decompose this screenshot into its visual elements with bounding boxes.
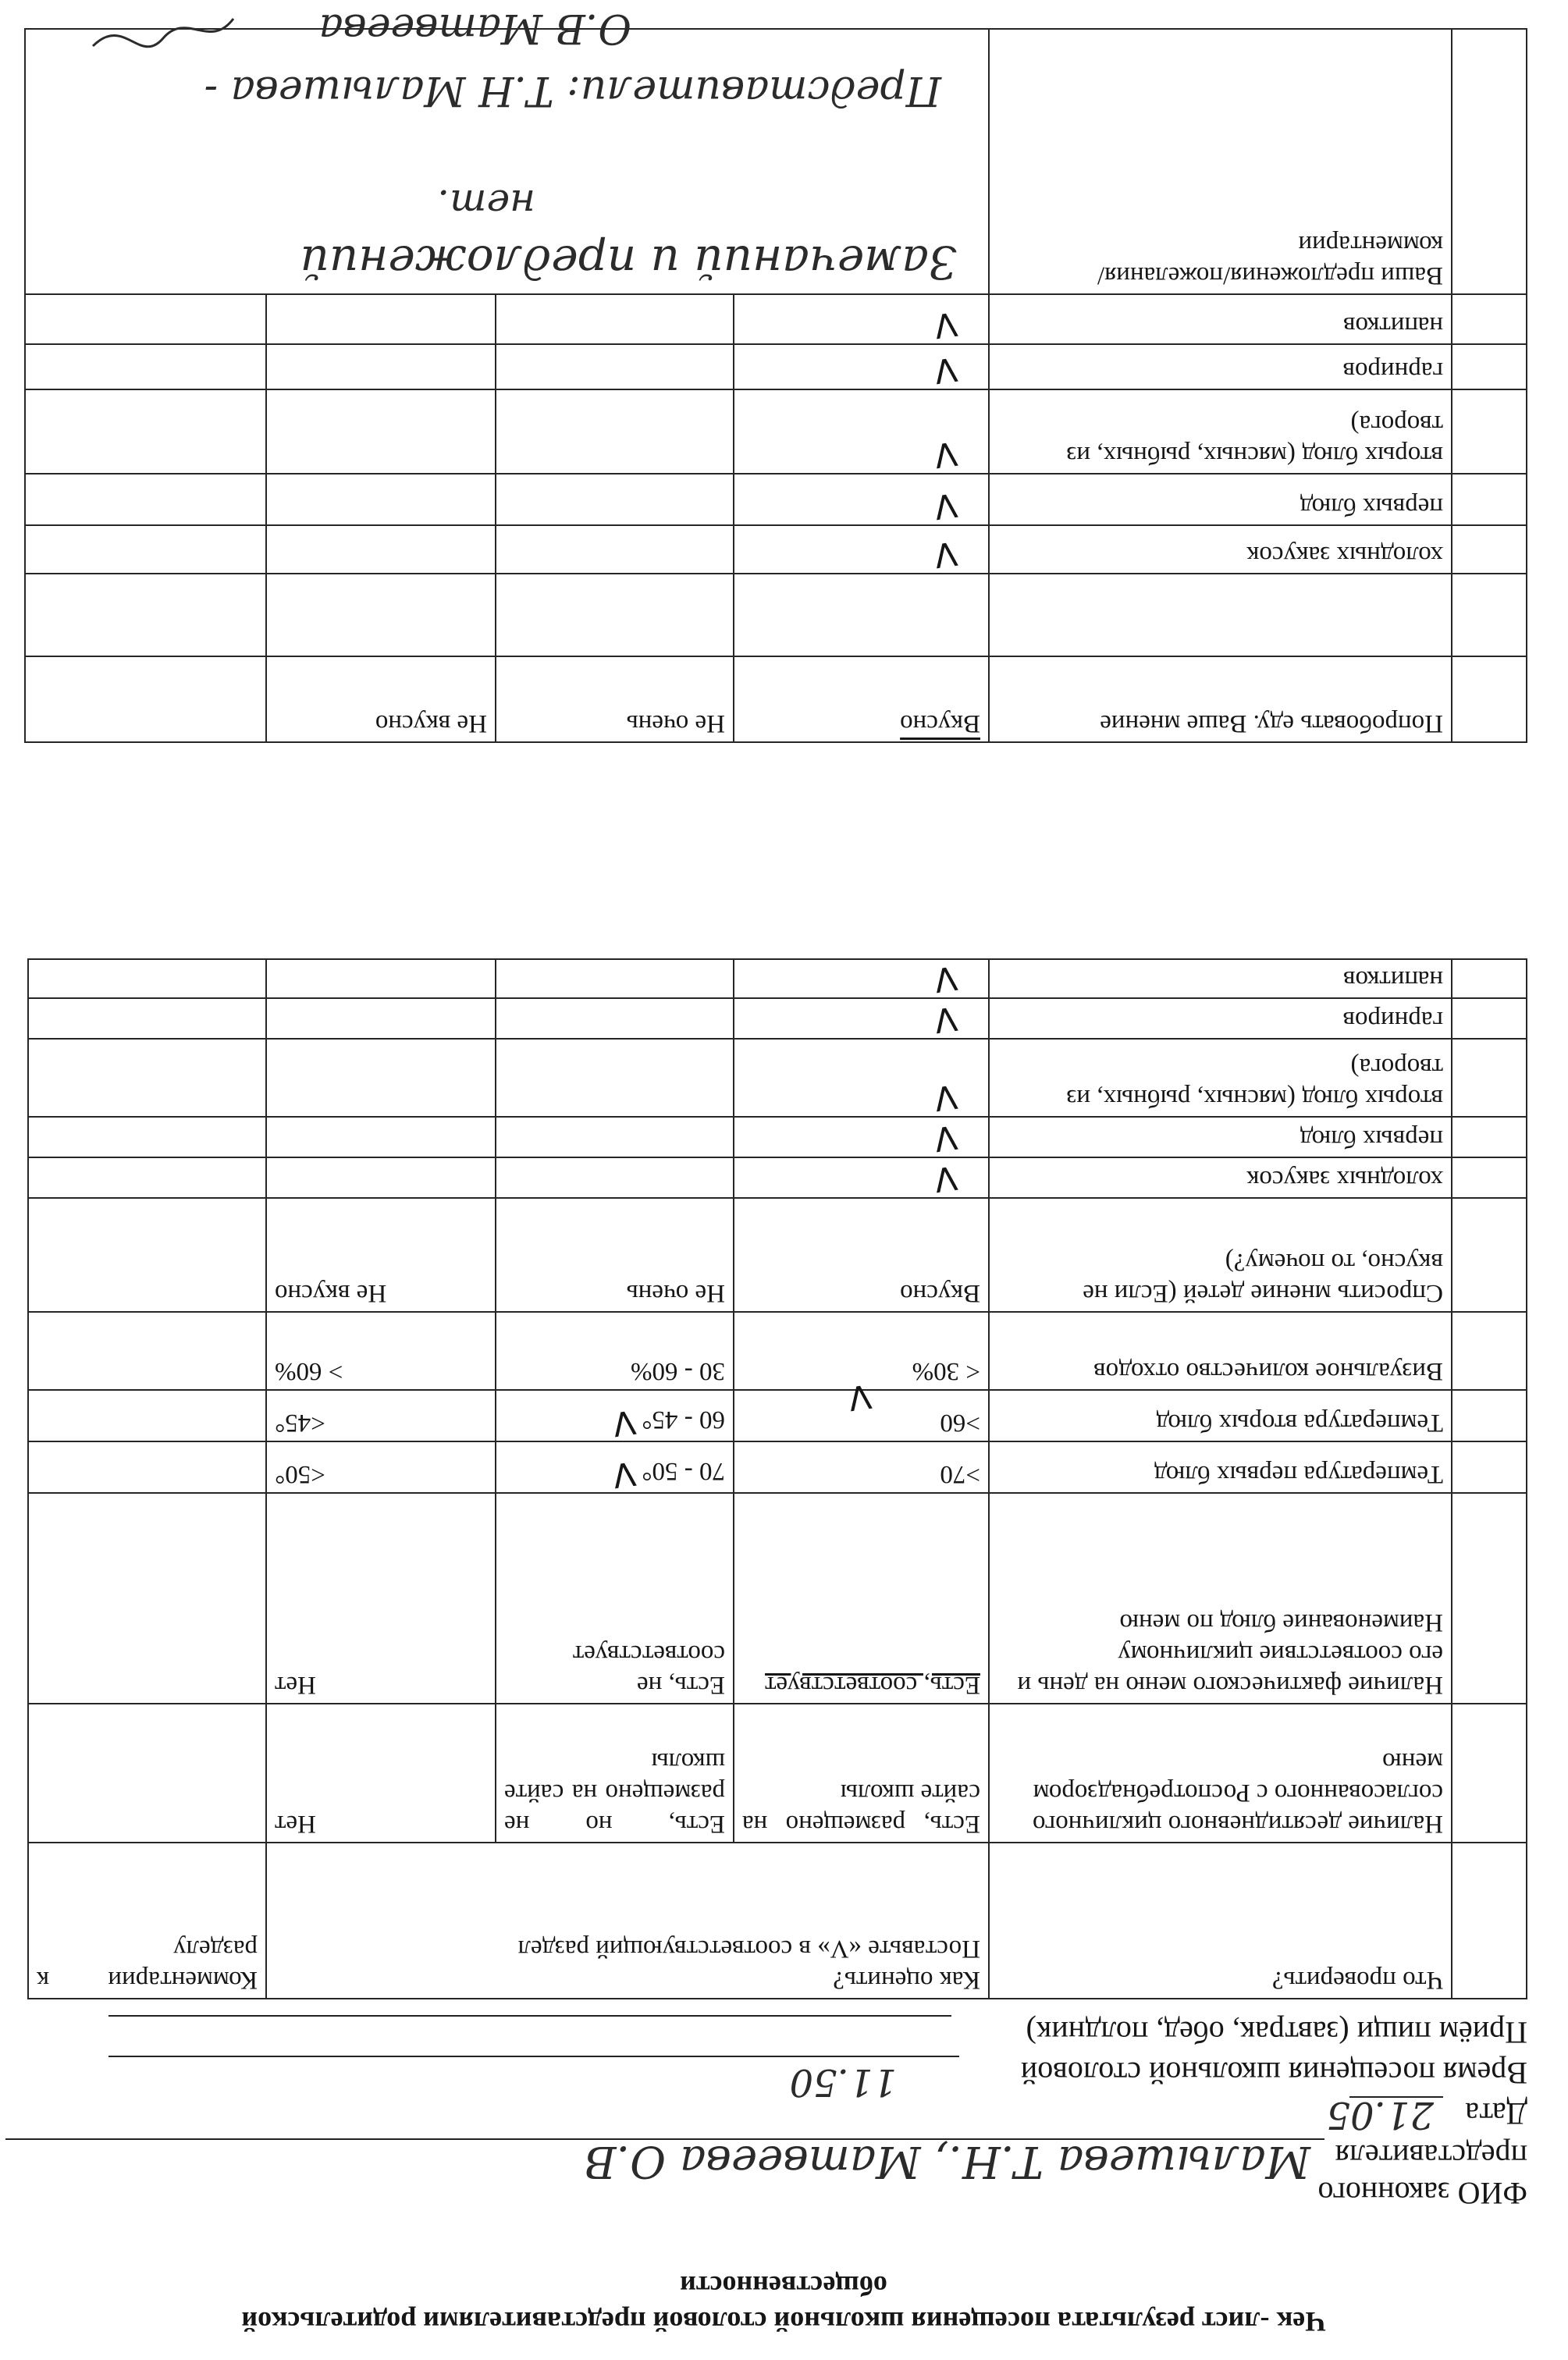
header-comments-text: Комментарии — [108, 1966, 258, 1994]
table-row — [28, 998, 1527, 1039]
row-label: вторых блюд (мясных, рыбных, из творога) — [989, 389, 1452, 474]
row-label: Температура первых блюд — [989, 1441, 1452, 1493]
option-cell — [734, 344, 989, 389]
checkmark-icon: V — [932, 1158, 960, 1200]
table-row — [25, 474, 1527, 525]
option-cell — [496, 1441, 734, 1493]
row-label: Наличие фактического меню на день и его соответствие цикличному Наименование блюд по меню — [989, 1493, 1452, 1704]
option-cell: Есть, размещено на сайте школы — [734, 1704, 989, 1843]
taste-header-row — [25, 656, 1527, 742]
table-row — [25, 389, 1527, 474]
header-how-to-evaluate — [266, 1843, 989, 1999]
blank-left-cell — [1452, 1843, 1527, 1999]
table-row — [28, 1157, 1527, 1198]
table-header-row — [28, 1843, 1527, 1999]
header-comments-k: к — [37, 1966, 50, 1994]
option-cell: Есть, но не размещено на сайте школы — [496, 1704, 734, 1843]
table-row — [28, 1704, 1527, 1843]
row-label: напитков — [989, 959, 1452, 998]
meal-label: Приём пищи (завтрак, обед, полдник) — [1026, 2015, 1527, 2050]
option-cell — [734, 1157, 989, 1198]
visit-time-underline — [108, 2056, 959, 2057]
table-row — [28, 1312, 1527, 1390]
row-label: Температура вторых блюд — [989, 1390, 1452, 1441]
row-label: Спросить мнение детей (Если не вкусно, то почему?) — [989, 1198, 1452, 1312]
table-row — [28, 1390, 1527, 1441]
date-handwriting: 21.05 — [1326, 2093, 1434, 2137]
suggestions-handwriting: Замечаний и предложений — [300, 236, 957, 289]
option-text: 60 - 45° — [642, 1406, 725, 1434]
checkmark-icon: V — [932, 350, 960, 391]
row-label: напитков — [989, 294, 1452, 344]
option-cell — [734, 656, 989, 742]
option-cell: Нет — [266, 1704, 496, 1843]
row-label: первых блюд — [989, 1117, 1452, 1157]
checkmark-icon: V — [932, 534, 960, 575]
checkmark-icon: V — [932, 958, 960, 1000]
row-label: холодных закусок — [989, 1157, 1452, 1198]
header-what-to-check-text: Что проверить? — [1271, 1966, 1443, 1994]
header-put-v-text: Поставьте «V» в соответствующий раздел — [517, 1935, 980, 1963]
option-cell: 30 - 60% — [496, 1312, 734, 1390]
document-title-line2: общественности — [680, 2270, 887, 2301]
option-cell: Есть, не соответствует — [496, 1493, 734, 1704]
fio-handwriting: Малышева Т.Н., Матвеева О.В — [584, 2136, 1310, 2187]
header-comments — [28, 1843, 266, 1999]
option-cell — [734, 1312, 989, 1418]
checklist-table — [27, 958, 1527, 1999]
option-cell — [734, 1039, 989, 1117]
option-cell — [734, 1493, 989, 1704]
option-cell: <45° — [266, 1390, 496, 1441]
row-label: Попробовать еду. Ваше мнение — [989, 656, 1452, 742]
meal-underline — [108, 2015, 951, 2017]
suggestions-handwriting-2: нет. — [437, 181, 535, 226]
table-row — [28, 1117, 1527, 1157]
date-label: Дата — [1465, 2096, 1527, 2131]
option-cell: Нет — [266, 1493, 496, 1704]
fio-label: ФИО законного — [1317, 2176, 1527, 2211]
row-label: Наличие десятидневного цикличного согласованного с Роспотребнадзором меню — [989, 1704, 1452, 1843]
option-cell: Не очень — [496, 1198, 734, 1312]
option-cell: >70 — [734, 1441, 989, 1493]
checkmark-icon: V — [932, 304, 960, 346]
option-cell: Вкусно — [734, 1198, 989, 1312]
table-row — [28, 1493, 1527, 1704]
checkmark-icon: V — [610, 1402, 638, 1444]
option-cell — [734, 294, 989, 344]
row-label: первых блюд — [989, 474, 1452, 525]
checkmark-icon: V — [846, 1377, 874, 1418]
row-label: гарниров — [989, 998, 1452, 1039]
checkmark-icon: V — [610, 1454, 638, 1495]
header-comments-section: разделу — [173, 1935, 258, 1963]
option-cell — [734, 1117, 989, 1157]
option-cell — [734, 525, 989, 574]
visit-time-handwriting: 11.50 — [789, 2060, 897, 2104]
option-cell — [734, 998, 989, 1039]
header-what-to-check — [989, 1843, 1452, 1999]
row-label: Визуальное количество отходов — [989, 1312, 1452, 1390]
blank-row — [25, 574, 1527, 656]
visit-time-label: Время посещения школьной столовой — [1020, 2056, 1527, 2091]
suggestions-row — [25, 29, 1527, 294]
option-cell: Не вкусно — [266, 1198, 496, 1312]
option-cell: > 60% — [266, 1312, 496, 1390]
suggestions-cell — [25, 29, 989, 294]
taste-table — [24, 28, 1527, 743]
option-text: < 30% — [912, 1357, 980, 1385]
option-cell — [496, 1390, 734, 1444]
option-cell — [734, 389, 989, 474]
option-text: 70 - 50° — [642, 1457, 725, 1485]
checkmark-icon: V — [932, 1077, 960, 1118]
checkmark-icon: V — [932, 1118, 960, 1159]
table-row — [28, 959, 1527, 998]
header-how-to-evaluate-text: Как оценить? — [833, 1966, 980, 1994]
option-cell — [734, 959, 989, 998]
document-title: Чек -лист результата посещения школьной столовой представителями родительской — [241, 2306, 1326, 2337]
option-cell: Не вкусно — [266, 656, 496, 742]
checkmark-icon: V — [932, 434, 960, 475]
representatives-handwriting: Представители: Т.Н Малышева - — [204, 67, 941, 114]
checkmark-icon: V — [932, 999, 960, 1040]
signature-scribble — [85, 3, 241, 58]
row-label: холодных закусок — [989, 525, 1452, 574]
table-row — [25, 344, 1527, 389]
table-row — [25, 294, 1527, 344]
children-opinion-row — [28, 1198, 1527, 1312]
table-row — [28, 1039, 1527, 1117]
row-label: вторых блюд (мясных, рыбных, из творога) — [989, 1039, 1452, 1117]
row-label: гарниров — [989, 344, 1452, 389]
checkmark-icon: V — [932, 485, 960, 527]
table-row — [28, 1441, 1527, 1493]
option-text: Есть, соответствует — [765, 1671, 980, 1699]
option-text: Вкусно — [900, 709, 980, 738]
option-cell: >60 — [734, 1390, 989, 1441]
row-label: Ваши предложения/пожелания/ комментарии — [989, 29, 1452, 294]
table-row — [25, 525, 1527, 574]
option-cell — [734, 474, 989, 525]
option-cell: Не очень — [496, 656, 734, 742]
fio-label-line2: представителя — [1335, 2138, 1527, 2173]
signature-handwriting: О.В Матвеева — [318, 5, 631, 52]
option-cell: <50° — [266, 1441, 496, 1493]
